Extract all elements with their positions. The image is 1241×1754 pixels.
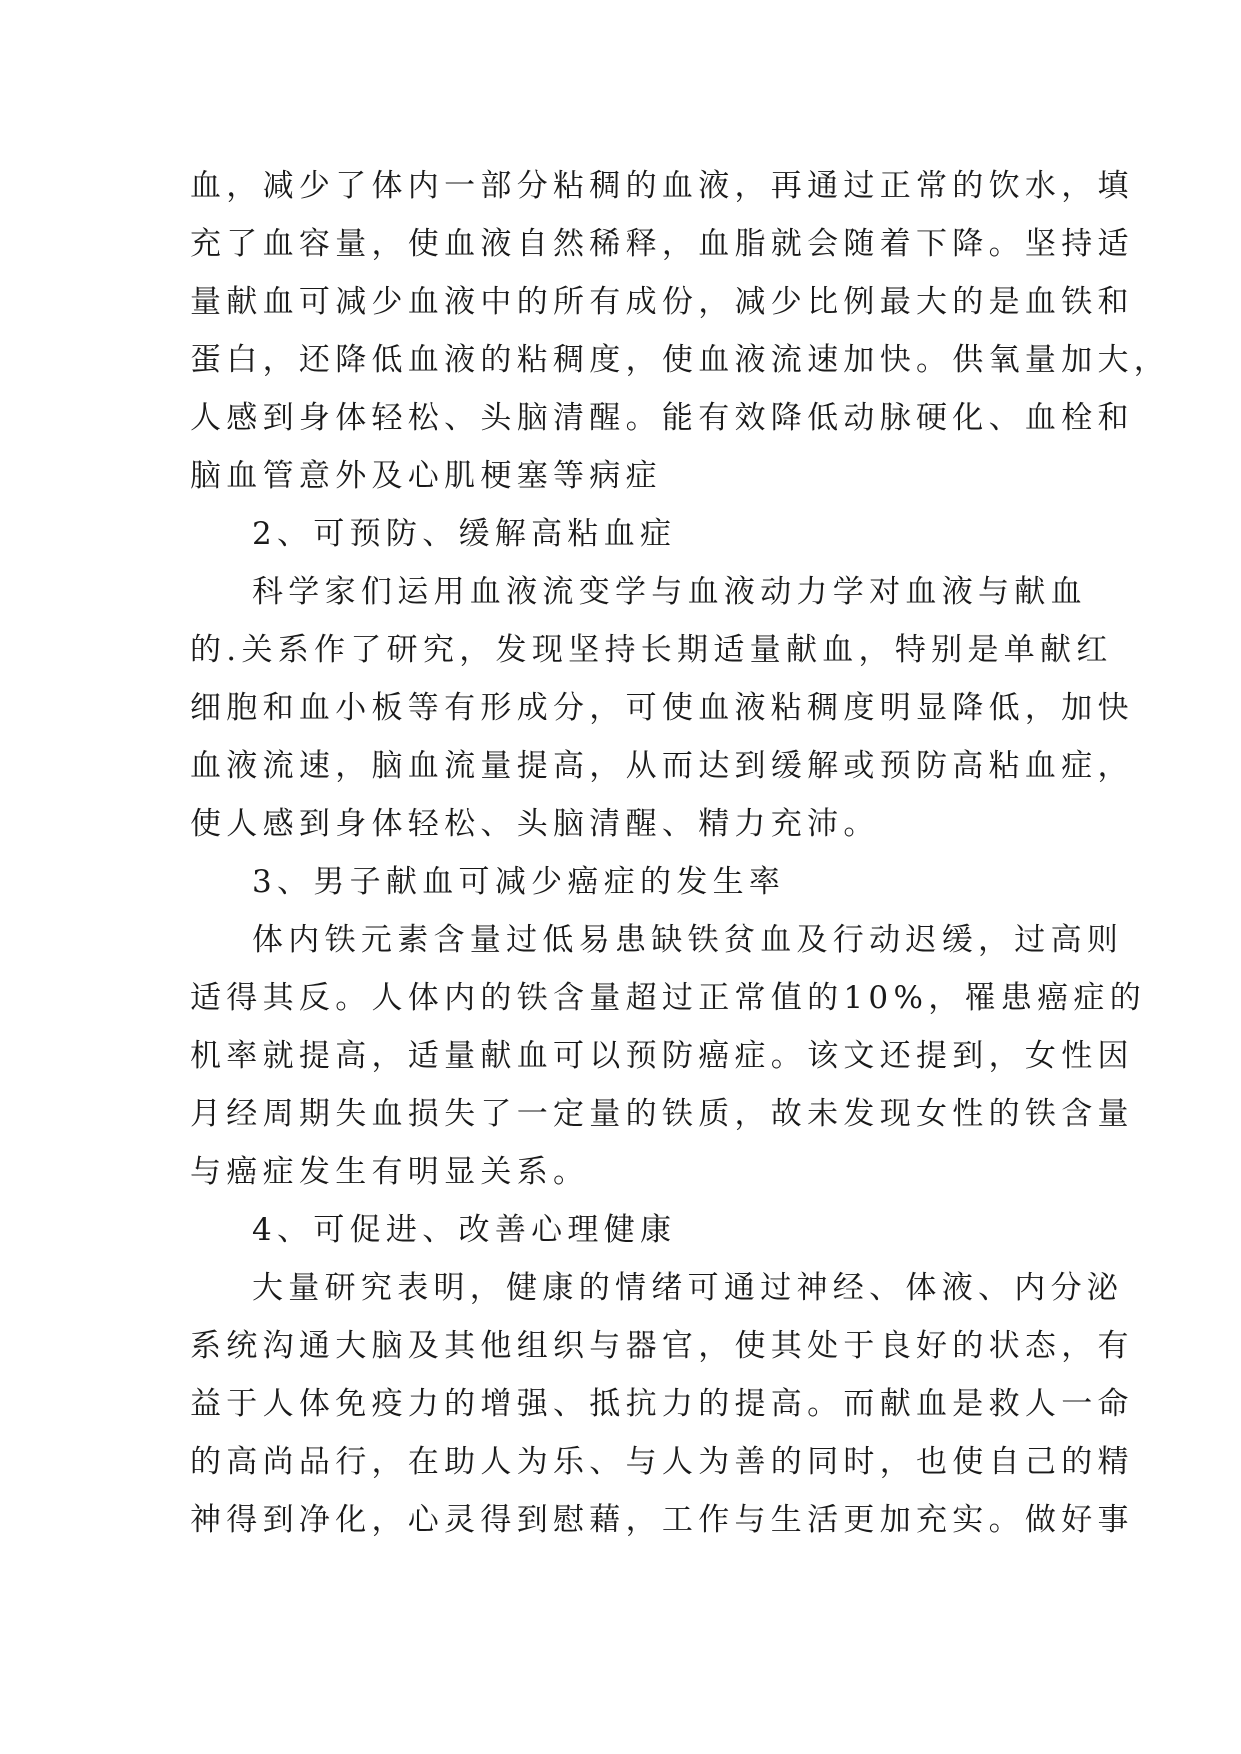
text-line: 益于人体免疫力的增强、抵抗力的提高。而献血是救人一命	[190, 1386, 1134, 1422]
text-line: 量献血可减少血液中的所有成份，减少比例最大的是血铁和	[190, 284, 1134, 320]
section-heading: 2、可预防、缓解高粘血症	[252, 516, 677, 552]
paragraph-first-line: 体内铁元素含量过低易患缺铁贫血及行动迟缓，过高则	[252, 922, 1124, 958]
document-body	[190, 157, 1171, 1549]
section-heading: 4、可促进、改善心理健康	[252, 1212, 677, 1248]
text-line: 机率就提高，适量献血可以预防癌症。该文还提到，女性因	[190, 1038, 1134, 1074]
text-line: 月经周期失血损失了一定量的铁质，故未发现女性的铁含量	[190, 1096, 1134, 1132]
text-line: 的.关系作了研究，发现坚持长期适量献血，特别是单献红	[190, 632, 1113, 668]
text-line: 蛋白，还降低血液的粘稠度，使血液流速加快。供氧量加大，	[190, 342, 1171, 378]
text-line: 细胞和血小板等有形成分，可使血液粘稠度明显降低，加快	[190, 690, 1134, 726]
text-line: 神得到净化，心灵得到慰藉，工作与生活更加充实。做好事	[190, 1502, 1134, 1538]
text-line: 与癌症发生有明显关系。	[190, 1154, 590, 1190]
section-heading: 3、男子献血可减少癌症的发生率	[252, 864, 786, 900]
text-line: 的高尚品行，在助人为乐、与人为善的同时，也使自己的精	[190, 1444, 1134, 1480]
paragraph-first-line: 科学家们运用血液流变学与血液动力学对血液与献血	[252, 574, 1087, 610]
text-line: 充了血容量，使血液自然稀释，血脂就会随着下降。坚持适	[190, 226, 1134, 262]
text-line: 脑血管意外及心肌梗塞等病症	[190, 458, 662, 494]
text-line: 系统沟通大脑及其他组织与器官，使其处于良好的状态，有	[190, 1328, 1134, 1364]
text-line: 适得其反。人体内的铁含量超过正常值的10%，罹患癌症的	[190, 980, 1146, 1016]
paragraph-first-line: 大量研究表明，健康的情绪可通过神经、体液、内分泌	[252, 1270, 1124, 1306]
text-line: 人感到身体轻松、头脑清醒。能有效降低动脉硬化、血栓和	[190, 400, 1134, 436]
text-line: 血，减少了体内一部分粘稠的血液，再通过正常的饮水，填	[190, 168, 1134, 204]
text-line: 血液流速，脑血流量提高，从而达到缓解或预防高粘血症，	[190, 748, 1134, 784]
text-line: 使人感到身体轻松、头脑清醒、精力充沛。	[190, 806, 880, 842]
